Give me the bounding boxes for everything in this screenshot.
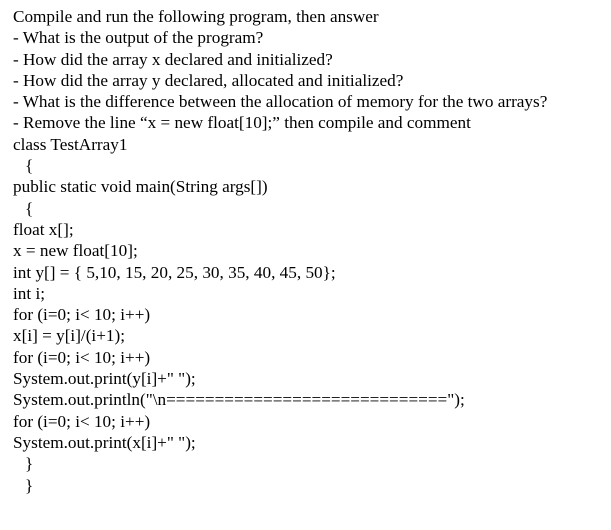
question-item: - What is the difference between the allocation of memory for the two arrays? xyxy=(13,92,548,112)
code-line: float x[]; xyxy=(13,219,74,239)
question-item: - How did the array x declared and initialized? xyxy=(13,49,333,69)
code-line: for (i=0; i< 10; i++) xyxy=(13,347,151,367)
question-item: - What is the output of the program? xyxy=(13,28,264,48)
code-line: } xyxy=(25,454,34,474)
code-line: class TestArray1 xyxy=(13,134,128,154)
code-line: int i; xyxy=(13,283,45,303)
code-line: } xyxy=(25,475,34,495)
code-line: System.out.print(y[i]+" "); xyxy=(13,369,196,389)
code-line: System.out.print(x[i]+" "); xyxy=(13,432,196,452)
code-line: public static void main(String args[]) xyxy=(13,177,268,197)
question-item: - How did the array y declared, allocated and initialized? xyxy=(13,70,404,90)
question-item: - Remove the line “x = new float[10];” then compile and comment xyxy=(13,113,471,133)
code-line: { xyxy=(25,156,34,176)
intro-text: Compile and run the following program, then answer xyxy=(13,7,379,26)
code-line: System.out.println("\n============================="); xyxy=(13,390,465,410)
code-line: for (i=0; i< 10; i++) xyxy=(13,305,151,325)
code-line: x = new float[10]; xyxy=(13,241,138,261)
code-line: { xyxy=(25,198,34,218)
exercise-document xyxy=(13,6,603,496)
code-line: int y[] = { 5,10, 15, 20, 25, 30, 35, 40, 45, 50}; xyxy=(13,262,336,282)
code-line: x[i] = y[i]/(i+1); xyxy=(13,326,125,346)
code-line: for (i=0; i< 10; i++) xyxy=(13,411,151,431)
